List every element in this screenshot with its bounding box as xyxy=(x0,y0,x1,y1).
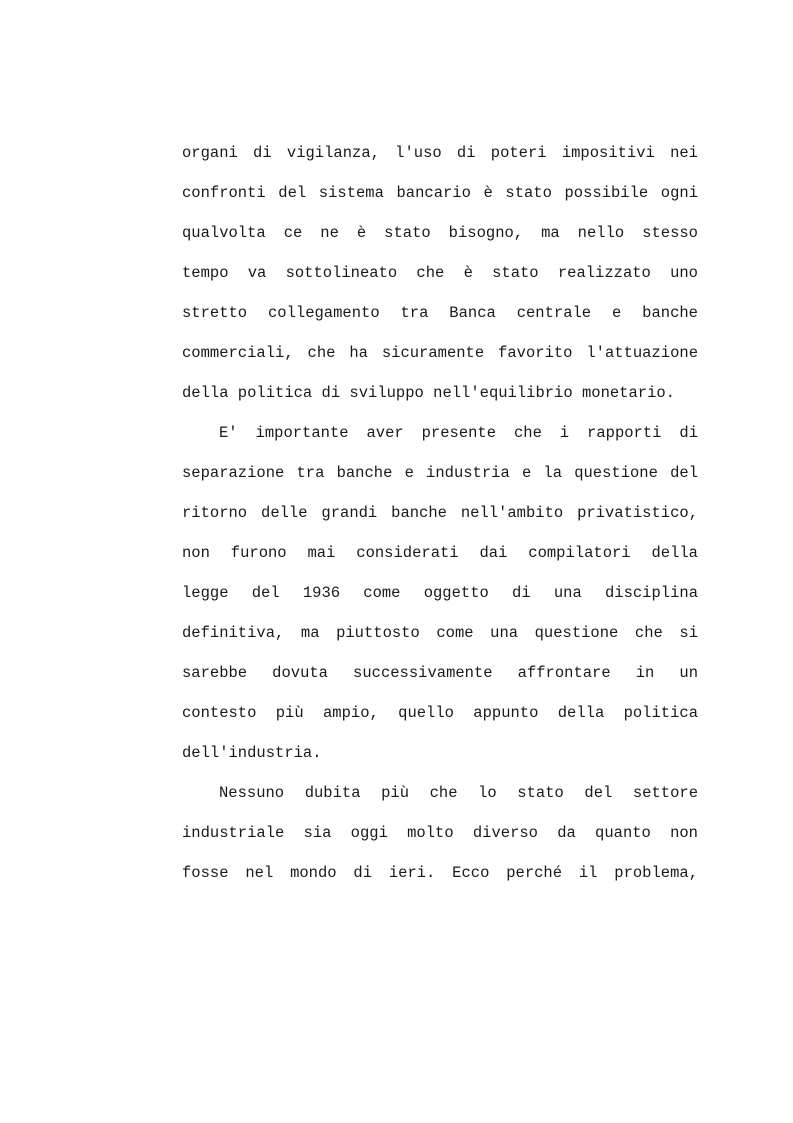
text-line: organi di vigilanza, l'uso di poteri impositivi nei xyxy=(182,144,698,162)
text-line: qualvolta ce ne è stato bisogno, ma nello stesso xyxy=(182,224,698,242)
text-line: ritorno delle grandi banche nell'ambito privatistico, xyxy=(182,504,698,522)
text-line: contesto più ampio, quello appunto della politica xyxy=(182,704,698,722)
text-line: fosse nel mondo di ieri. Ecco perché il problema, xyxy=(182,864,698,882)
text-line: non furono mai considerati dai compilatori della xyxy=(182,544,698,562)
text-line: della politica di sviluppo nell'equilibrio monetario. xyxy=(182,384,675,402)
body-text xyxy=(182,140,698,900)
text-line: sarebbe dovuta successivamente affrontare in un xyxy=(182,664,698,682)
text-line: definitiva, ma piuttosto come una questione che si xyxy=(182,624,698,642)
text-line: confronti del sistema bancario è stato possibile ogni xyxy=(182,184,698,202)
text-line: commerciali, che ha sicuramente favorito l'attuazione xyxy=(182,344,698,362)
text-line: dell'industria. xyxy=(182,744,322,762)
text-line: E' importante aver presente che i rapporti di xyxy=(219,424,698,442)
text-line: stretto collegamento tra Banca centrale e banche xyxy=(182,304,698,322)
text-line: industriale sia oggi molto diverso da quanto non xyxy=(182,824,698,842)
text-line: tempo va sottolineato che è stato realizzato uno xyxy=(182,264,698,282)
text-line: legge del 1936 come oggetto di una disciplina xyxy=(182,584,698,602)
text-line: Nessuno dubita più che lo stato del settore xyxy=(219,784,698,802)
text-line: separazione tra banche e industria e la questione del xyxy=(182,464,698,482)
